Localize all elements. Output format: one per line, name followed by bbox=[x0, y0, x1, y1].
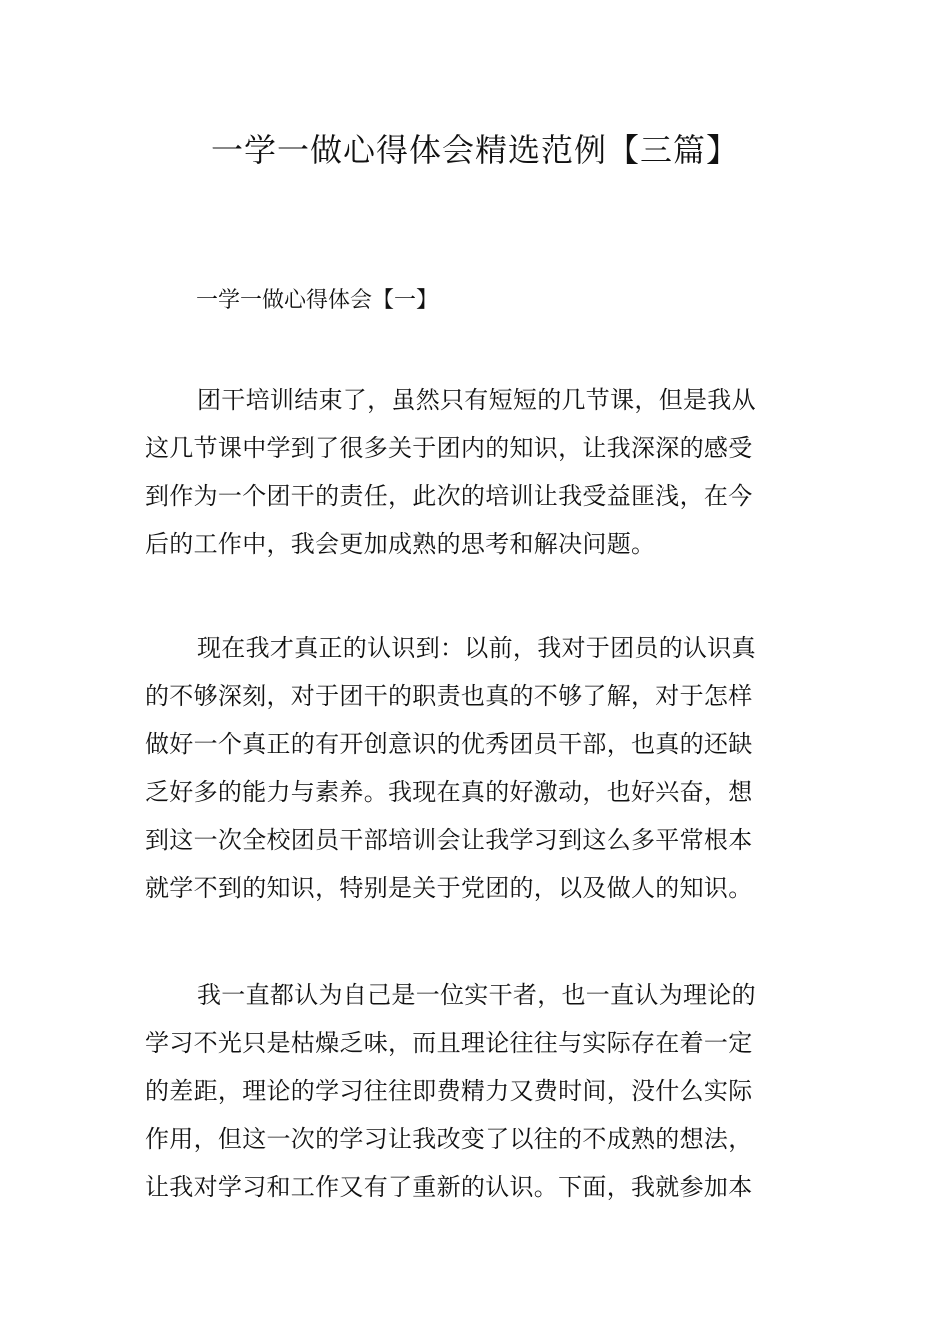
paragraph-line: 就学不到的知识，特别是关于党团的，以及做人的知识。 bbox=[145, 874, 753, 902]
paragraph-line: 乏好多的能力与素养。我现在真的好激动，也好兴奋，想 bbox=[145, 778, 753, 806]
section-heading: 一学一做心得体会【一】 bbox=[196, 288, 439, 313]
paragraph-line: 的差距，理论的学习往往即费精力又费时间，没什么实际 bbox=[145, 1077, 753, 1105]
paragraph-line: 作用，但这一次的学习让我改变了以往的不成熟的想法， bbox=[145, 1125, 753, 1153]
paragraph-3 bbox=[145, 971, 805, 1211]
paragraph-line: 这几节课中学到了很多关于团内的知识，让我深深的感受 bbox=[145, 434, 753, 462]
paragraph-line: 学习不光只是枯燥乏味，而且理论往往与实际存在着一定 bbox=[145, 1029, 753, 1057]
paragraph-line: 做好一个真正的有开创意识的优秀团员干部，也真的还缺 bbox=[145, 730, 753, 758]
paragraph-1 bbox=[145, 376, 805, 568]
paragraph-line: 现在我才真正的认识到：以前，我对于团员的认识真 bbox=[197, 634, 756, 662]
paragraph-line: 团干培训结束了，虽然只有短短的几节课，但是我从 bbox=[197, 386, 756, 414]
paragraph-line: 到作为一个团干的责任，此次的培训让我受益匪浅，在今 bbox=[145, 482, 753, 510]
paragraph-line: 我一直都认为自己是一位实干者，也一直认为理论的 bbox=[197, 981, 756, 1009]
paragraph-line: 后的工作中，我会更加成熟的思考和解决问题。 bbox=[145, 530, 656, 558]
document-title: 一学一做心得体会精选范例【三篇】 bbox=[210, 131, 739, 169]
paragraph-2 bbox=[145, 624, 805, 912]
paragraph-line: 到这一次全校团员干部培训会让我学习到这么多平常根本 bbox=[145, 826, 753, 854]
paragraph-line: 让我对学习和工作又有了重新的认识。下面，我就参加本 bbox=[145, 1173, 753, 1201]
paragraph-line: 的不够深刻，对于团干的职责也真的不够了解，对于怎样 bbox=[145, 682, 753, 710]
